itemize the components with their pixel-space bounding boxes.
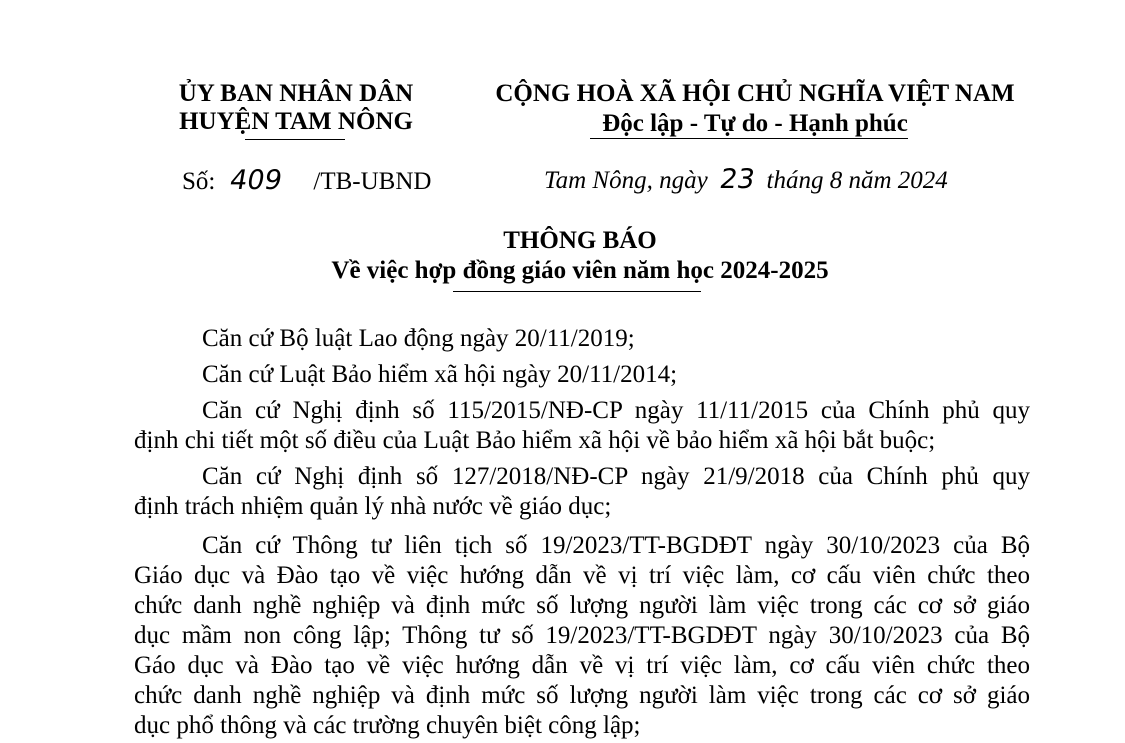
legal-basis-1: Căn cứ Bộ luật Lao động ngày 20/11/2019; xyxy=(202,325,635,352)
document-subtitle: Về việc hợp đồng giáo viên năm học 2024-2025 xyxy=(331,257,829,284)
agency-underline xyxy=(245,139,345,140)
legal-basis-5-line7: dục phổ thông và các trường chuyên biệt công lập; xyxy=(134,712,641,739)
legal-basis-5-line2: Giáo dục và Đào tạo về việc hướng dẫn về vị trí việc làm, cơ cấu viên chức theo xyxy=(134,562,1030,589)
agency-name-line2: HUYỆN TAM NÔNG xyxy=(179,108,413,135)
national-title: CỘNG HOÀ XÃ HỘI CHỦ NGHĨA VIỆT NAM xyxy=(495,80,1015,107)
legal-basis-3-line2: định chi tiết một số điều của Luật Bảo hiểm xã hội về bảo hiểm xã hội bắt buộc; xyxy=(134,427,936,454)
document-title: THÔNG BÁO xyxy=(503,227,657,254)
legal-basis-5-line6: chức danh nghề nghiệp và định mức số lượng người làm việc trong các cơ sở giáo xyxy=(134,682,1030,709)
legal-basis-4-line2: định trách nhiệm quản lý nhà nước về giáo dục; xyxy=(134,493,612,520)
legal-basis-5-line3: chức danh nghề nghiệp và định mức số lượng người làm việc trong các cơ sở giáo xyxy=(134,592,1030,619)
document-number-suffix: /TB-UBND xyxy=(313,168,432,195)
agency-name-line1: ỦY BAN NHÂN DÂN xyxy=(178,80,414,107)
date-suffix: tháng 8 năm 2024 xyxy=(766,167,948,194)
legal-basis-3-line1: Căn cứ Nghị định số 115/2015/NĐ-CP ngày 11/11/2015 của Chính phủ quy xyxy=(202,397,1030,424)
legal-basis-5-line5: Gáo dục và Đào tạo về việc hướng dẫn về vị trí việc làm, cơ cấu viên chức theo xyxy=(134,652,1030,679)
legal-basis-4-line1: Căn cứ Nghị định số 127/2018/NĐ-CP ngày 21/9/2018 của Chính phủ quy xyxy=(202,463,1030,490)
motto-underline xyxy=(590,138,908,139)
legal-basis-5-line4: dục mầm non công lập; Thông tư số 19/2023/TT-BGDĐT ngày 30/10/2023 của Bộ xyxy=(134,622,1030,649)
national-motto: Độc lập - Tự do - Hạnh phúc xyxy=(602,110,908,137)
document-number-prefix: Số: xyxy=(182,168,216,195)
legal-basis-2: Căn cứ Luật Bảo hiểm xã hội ngày 20/11/2014; xyxy=(202,361,678,388)
place-date xyxy=(544,165,948,196)
date-prefix: Tam Nông, ngày xyxy=(544,167,708,194)
title-underline xyxy=(453,291,701,292)
legal-basis-5-line1: Căn cứ Thông tư liên tịch số 19/2023/TT-BGDĐT ngày 30/10/2023 của Bộ xyxy=(202,532,1030,559)
date-day-handwritten: 23 xyxy=(717,164,758,195)
document-number xyxy=(182,166,431,197)
document-number-handwritten: 409 xyxy=(226,165,284,196)
